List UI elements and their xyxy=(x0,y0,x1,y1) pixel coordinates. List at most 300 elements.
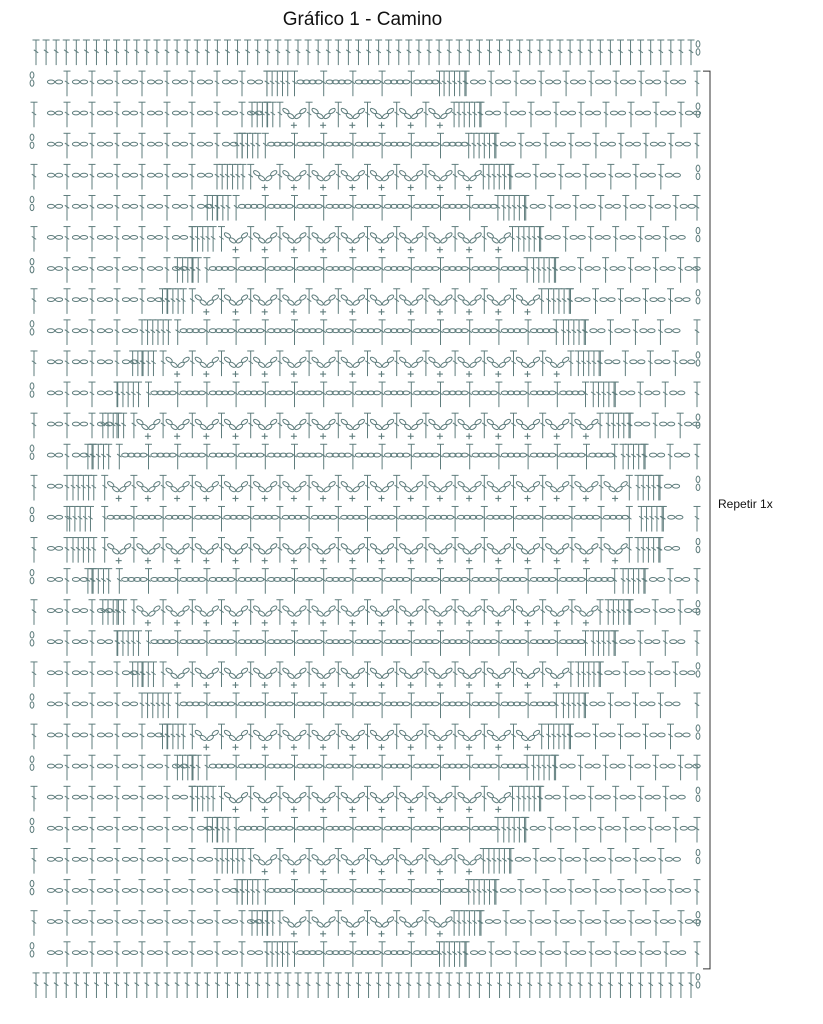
chain-stitch xyxy=(47,733,54,737)
single-crochet-stitch xyxy=(145,558,151,564)
double-crochet-stitch xyxy=(234,973,241,998)
single-crochet-stitch xyxy=(379,309,385,315)
double-crochet-stitch xyxy=(355,973,362,998)
double-crochet-stitch xyxy=(393,164,400,189)
double-crochet-stitch xyxy=(43,40,50,65)
double-crochet-stitch xyxy=(613,942,620,967)
single-crochet-stitch xyxy=(408,744,414,750)
single-crochet-stitch xyxy=(349,744,355,750)
double-crochet-stitch xyxy=(204,973,211,998)
turning-chain xyxy=(30,142,34,148)
chain-stitch xyxy=(80,609,87,613)
chain-stitch xyxy=(211,481,219,488)
chain-stitch xyxy=(345,859,353,866)
chain-stitch xyxy=(553,235,560,239)
chain-stitch xyxy=(640,857,647,861)
chain-stitch xyxy=(680,671,687,675)
single-crochet-stitch xyxy=(495,620,501,626)
double-crochet-stitch xyxy=(667,880,674,905)
chain-stitch xyxy=(153,605,161,612)
chain-stitch xyxy=(580,204,587,208)
turning-chain xyxy=(696,663,700,669)
chain-stitch xyxy=(404,859,412,866)
chain-stitch xyxy=(72,298,79,302)
chain-stitch xyxy=(147,826,154,830)
single-crochet-stitch xyxy=(525,558,531,564)
chain-stitch xyxy=(155,920,162,924)
single-crochet-stitch xyxy=(466,495,472,501)
double-crochet-stitch xyxy=(139,693,146,718)
chain-stitch xyxy=(675,298,682,302)
chain-stitch xyxy=(678,795,685,799)
chain-stitch xyxy=(172,173,179,177)
double-crochet-stitch xyxy=(364,289,371,314)
chain-stitch xyxy=(80,764,87,768)
chain-stitch xyxy=(172,889,179,893)
chain-stitch xyxy=(623,173,630,177)
chain-stitch xyxy=(653,80,660,84)
single-crochet-stitch xyxy=(291,806,297,812)
chain-stitch xyxy=(47,795,54,799)
chain-stitch xyxy=(97,204,104,208)
chain-stitch xyxy=(205,857,212,861)
chain-stitch xyxy=(579,548,587,555)
chain-stitch xyxy=(491,486,499,493)
double-crochet-stitch xyxy=(133,973,140,998)
double-crochet-stitch xyxy=(69,475,76,500)
chain-stitch xyxy=(205,111,212,115)
single-crochet-stitch xyxy=(262,620,268,626)
chain-stitch xyxy=(374,423,382,430)
chain-stitch xyxy=(462,361,470,368)
double-crochet-stitch xyxy=(175,724,182,749)
single-crochet-stitch xyxy=(320,682,326,688)
single-crochet-stitch xyxy=(408,371,414,377)
double-crochet-stitch xyxy=(662,631,669,656)
double-crochet-stitch xyxy=(501,164,508,189)
chain-stitch xyxy=(462,423,470,430)
double-crochet-stitch xyxy=(64,631,71,656)
chain-stitch xyxy=(47,640,54,644)
chain-stitch xyxy=(197,826,204,830)
double-crochet-stitch xyxy=(422,475,429,500)
double-crochet-stitch xyxy=(461,102,468,127)
double-crochet-stitch xyxy=(470,133,477,158)
chain-stitch xyxy=(357,667,365,674)
double-crochet-stitch xyxy=(364,351,371,376)
chain-stitch xyxy=(676,515,683,519)
single-crochet-stitch xyxy=(379,869,385,875)
chain-stitch xyxy=(562,543,570,550)
turning-chain xyxy=(30,764,34,770)
chain-stitch xyxy=(97,391,104,395)
double-crochet-stitch xyxy=(306,849,313,874)
chain-stitch xyxy=(211,294,219,301)
double-crochet-stitch xyxy=(115,600,122,625)
double-crochet-stitch xyxy=(592,880,599,905)
chain-stitch xyxy=(228,610,236,617)
turning-chain xyxy=(30,569,34,575)
single-crochet-stitch xyxy=(174,371,180,377)
single-crochet-stitch xyxy=(408,247,414,253)
chain-stitch xyxy=(474,667,482,674)
double-crochet-stitch xyxy=(276,351,283,376)
chain-stitch xyxy=(688,671,695,675)
chain-stitch xyxy=(55,671,62,675)
turning-chain xyxy=(30,507,34,513)
double-crochet-stitch xyxy=(195,258,202,283)
chain-stitch xyxy=(672,546,679,550)
chain-stitch xyxy=(55,702,62,706)
chain-stitch xyxy=(386,729,394,736)
double-crochet-stitch xyxy=(587,786,594,811)
chain-stitch xyxy=(590,173,597,177)
chain-stitch xyxy=(222,142,229,146)
single-crochet-stitch xyxy=(495,558,501,564)
double-crochet-stitch xyxy=(164,71,171,96)
double-crochet-stitch xyxy=(64,71,71,96)
chain-stitch xyxy=(645,795,652,799)
double-crochet-stitch xyxy=(160,413,167,438)
double-crochet-stitch xyxy=(189,289,196,314)
double-crochet-stitch xyxy=(567,133,574,158)
chain-stitch xyxy=(470,951,477,955)
chain-stitch xyxy=(603,951,610,955)
double-crochet-stitch xyxy=(567,40,574,65)
chain-stitch xyxy=(503,481,511,488)
chain-stitch xyxy=(130,857,137,861)
double-crochet-stitch xyxy=(139,911,146,936)
double-crochet-stitch xyxy=(306,786,313,811)
double-crochet-stitch xyxy=(335,973,342,998)
chain-stitch xyxy=(603,80,610,84)
chain-stitch xyxy=(97,733,104,737)
double-crochet-stitch xyxy=(607,849,614,874)
chain-stitch xyxy=(533,142,540,146)
chain-stitch xyxy=(608,486,616,493)
turning-chain xyxy=(696,733,700,739)
chain-stitch xyxy=(665,857,672,861)
double-crochet-stitch xyxy=(89,662,96,687)
double-crochet-stitch xyxy=(93,40,100,65)
chain-stitch xyxy=(433,610,441,617)
chain-stitch xyxy=(585,267,592,271)
chain-stitch xyxy=(416,605,424,612)
chain-stitch xyxy=(55,795,62,799)
chain-stitch xyxy=(172,235,179,239)
chain-stitch xyxy=(653,640,660,644)
double-crochet-stitch xyxy=(264,40,271,65)
chain-stitch xyxy=(618,920,625,924)
chain-stitch xyxy=(658,298,665,302)
double-crochet-stitch xyxy=(89,911,96,936)
double-crochet-stitch xyxy=(189,351,196,376)
double-crochet-stitch xyxy=(516,973,523,998)
chain-stitch xyxy=(122,857,129,861)
double-crochet-stitch xyxy=(652,258,659,283)
chain-stitch xyxy=(595,235,602,239)
double-crochet-stitch xyxy=(393,351,400,376)
chain-stitch xyxy=(503,667,511,674)
double-crochet-stitch xyxy=(264,973,271,998)
double-crochet-stitch xyxy=(189,600,196,625)
double-crochet-stitch xyxy=(393,600,400,625)
chain-stitch xyxy=(649,453,656,457)
chain-stitch xyxy=(153,418,161,425)
chain-stitch xyxy=(416,170,424,177)
chain-stitch xyxy=(97,329,104,333)
double-crochet-stitch xyxy=(364,164,371,189)
chain-stitch xyxy=(97,764,104,768)
chain-stitch xyxy=(593,267,600,271)
single-crochet-stitch xyxy=(466,433,472,439)
double-crochet-stitch xyxy=(239,849,246,874)
double-crochet-stitch xyxy=(528,102,535,127)
single-crochet-stitch xyxy=(349,309,355,315)
chain-stitch xyxy=(495,951,502,955)
chain-stitch xyxy=(638,360,645,364)
chain-stitch xyxy=(345,486,353,493)
double-crochet-stitch xyxy=(562,786,569,811)
double-crochet-stitch xyxy=(53,973,60,998)
double-crochet-stitch xyxy=(153,973,160,998)
double-crochet-stitch xyxy=(532,849,539,874)
chain-stitch xyxy=(47,360,54,364)
chain-stitch xyxy=(180,920,187,924)
single-crochet-stitch xyxy=(525,682,531,688)
single-crochet-stitch xyxy=(349,931,355,937)
double-crochet-stitch xyxy=(164,133,171,158)
chain-stitch xyxy=(657,578,664,582)
chain-stitch xyxy=(258,734,266,741)
double-crochet-stitch xyxy=(653,102,660,127)
double-crochet-stitch xyxy=(130,600,137,625)
double-crochet-stitch xyxy=(249,133,256,158)
chain-stitch xyxy=(299,294,307,301)
chain-stitch xyxy=(635,267,642,271)
double-crochet-stitch xyxy=(535,258,542,283)
chain-stitch xyxy=(605,360,612,364)
single-crochet-stitch xyxy=(291,558,297,564)
double-crochet-stitch xyxy=(570,693,577,718)
double-crochet-stitch xyxy=(229,849,236,874)
chain-stitch xyxy=(328,232,336,239)
chain-stitch xyxy=(180,951,187,955)
double-crochet-stitch xyxy=(532,164,539,189)
double-crochet-stitch xyxy=(189,164,196,189)
chain-stitch xyxy=(316,921,324,928)
chain-stitch xyxy=(299,729,307,736)
double-crochet-stitch xyxy=(139,195,146,220)
single-crochet-stitch xyxy=(262,247,268,253)
double-crochet-stitch xyxy=(31,102,38,127)
double-crochet-stitch xyxy=(214,71,221,96)
double-crochet-stitch xyxy=(164,40,171,65)
double-crochet-stitch xyxy=(485,849,492,874)
chain-stitch xyxy=(558,142,565,146)
double-crochet-stitch xyxy=(486,133,493,158)
double-crochet-stitch xyxy=(113,973,120,998)
chain-stitch xyxy=(532,294,540,301)
double-crochet-stitch xyxy=(662,227,669,252)
single-crochet-stitch xyxy=(379,682,385,688)
chain-stitch xyxy=(503,729,511,736)
chain-stitch xyxy=(105,329,112,333)
single-crochet-stitch xyxy=(291,247,297,253)
double-crochet-stitch xyxy=(254,40,261,65)
double-crochet-stitch xyxy=(114,849,121,874)
chain-stitch xyxy=(316,672,324,679)
double-crochet-stitch xyxy=(295,973,302,998)
chain-stitch xyxy=(105,360,112,364)
single-crochet-stitch xyxy=(349,558,355,564)
chain-stitch xyxy=(357,854,365,861)
chain-stitch xyxy=(416,418,424,425)
chain-stitch xyxy=(563,826,570,830)
chain-stitch xyxy=(605,826,612,830)
chain-stitch xyxy=(591,543,599,550)
chain-stitch xyxy=(628,640,635,644)
double-crochet-stitch xyxy=(276,600,283,625)
chain-stitch xyxy=(386,418,394,425)
chain-stitch xyxy=(474,854,482,861)
chain-stitch xyxy=(374,361,382,368)
chain-stitch xyxy=(670,235,677,239)
double-crochet-stitch xyxy=(335,724,342,749)
chain-stitch xyxy=(147,298,154,302)
double-crochet-stitch xyxy=(89,786,96,811)
double-crochet-stitch xyxy=(672,817,679,842)
double-crochet-stitch xyxy=(422,289,429,314)
chain-stitch xyxy=(299,667,307,674)
chain-stitch xyxy=(445,916,453,923)
chain-stitch xyxy=(170,361,178,368)
double-crochet-stitch xyxy=(119,631,126,656)
double-crochet-stitch xyxy=(149,320,156,345)
chain-stitch xyxy=(578,951,585,955)
chain-stitch xyxy=(678,951,685,955)
chain-stitch xyxy=(105,826,112,830)
double-crochet-stitch xyxy=(647,662,654,687)
double-crochet-stitch xyxy=(452,538,459,563)
double-crochet-stitch xyxy=(585,351,592,376)
double-crochet-stitch xyxy=(451,71,458,96)
double-crochet-stitch xyxy=(247,724,254,749)
chain-stitch xyxy=(222,951,229,955)
chain-stitch xyxy=(664,546,671,550)
single-crochet-stitch xyxy=(116,558,122,564)
double-crochet-stitch xyxy=(590,631,597,656)
double-crochet-stitch xyxy=(89,849,96,874)
chain-stitch xyxy=(182,418,190,425)
chain-stitch xyxy=(682,578,689,582)
chain-stitch xyxy=(80,422,87,426)
chain-stitch xyxy=(199,610,207,617)
chain-stitch xyxy=(600,298,607,302)
double-crochet-stitch xyxy=(542,880,549,905)
double-crochet-stitch xyxy=(219,817,226,842)
double-crochet-stitch xyxy=(452,227,459,252)
double-crochet-stitch xyxy=(466,973,473,998)
double-crochet-stitch xyxy=(540,258,547,283)
chain-stitch xyxy=(130,204,137,208)
chain-stitch xyxy=(610,764,617,768)
chain-stitch xyxy=(357,232,365,239)
chain-stitch xyxy=(404,921,412,928)
chain-stitch xyxy=(228,672,236,679)
single-crochet-stitch xyxy=(203,620,209,626)
single-crochet-stitch xyxy=(174,558,180,564)
double-crochet-stitch xyxy=(515,786,522,811)
single-crochet-stitch xyxy=(320,869,326,875)
chain-stitch xyxy=(653,795,660,799)
double-crochet-stitch xyxy=(517,880,524,905)
chain-stitch xyxy=(105,764,112,768)
double-crochet-stitch xyxy=(189,662,196,687)
double-crochet-stitch xyxy=(64,569,71,594)
single-crochet-stitch xyxy=(408,433,414,439)
chain-stitch xyxy=(404,299,412,306)
single-crochet-stitch xyxy=(320,744,326,750)
double-crochet-stitch xyxy=(144,320,151,345)
double-crochet-stitch xyxy=(678,911,685,936)
turning-chain xyxy=(696,974,700,980)
double-crochet-stitch xyxy=(244,40,251,65)
double-crochet-stitch xyxy=(592,724,599,749)
turning-chain xyxy=(30,756,34,762)
chain-stitch xyxy=(643,609,650,613)
turning-chain xyxy=(30,204,34,210)
double-crochet-stitch xyxy=(71,506,78,531)
chain-stitch xyxy=(598,329,605,333)
chain-stitch xyxy=(445,481,453,488)
double-crochet-stitch xyxy=(622,662,629,687)
double-crochet-stitch xyxy=(395,40,402,65)
single-crochet-stitch xyxy=(320,620,326,626)
double-crochet-stitch xyxy=(164,911,171,936)
chain-stitch xyxy=(222,920,229,924)
chain-stitch xyxy=(462,610,470,617)
chain-stitch xyxy=(147,920,154,924)
chain-stitch xyxy=(474,232,482,239)
chain-stitch xyxy=(386,605,394,612)
double-crochet-stitch xyxy=(545,724,552,749)
chain-stitch xyxy=(328,107,336,114)
chain-stitch xyxy=(180,142,187,146)
double-crochet-stitch xyxy=(114,71,121,96)
chain-stitch xyxy=(80,795,87,799)
chain-stitch xyxy=(228,299,236,306)
single-crochet-stitch xyxy=(262,495,268,501)
chain-stitch xyxy=(658,889,665,893)
chain-stitch xyxy=(328,916,336,923)
chain-stitch xyxy=(80,733,87,737)
double-crochet-stitch xyxy=(560,693,567,718)
chain-stitch xyxy=(645,640,652,644)
chain-stitch xyxy=(80,391,87,395)
chain-stitch xyxy=(182,481,190,488)
chain-stitch xyxy=(345,361,353,368)
double-crochet-stitch xyxy=(139,786,146,811)
double-crochet-stitch xyxy=(276,289,283,314)
double-crochet-stitch xyxy=(628,911,635,936)
single-crochet-stitch xyxy=(408,558,414,564)
chain-stitch xyxy=(112,548,120,555)
double-crochet-stitch xyxy=(139,849,146,874)
chain-stitch xyxy=(605,671,612,675)
double-crochet-stitch xyxy=(650,475,657,500)
single-crochet-stitch xyxy=(174,620,180,626)
